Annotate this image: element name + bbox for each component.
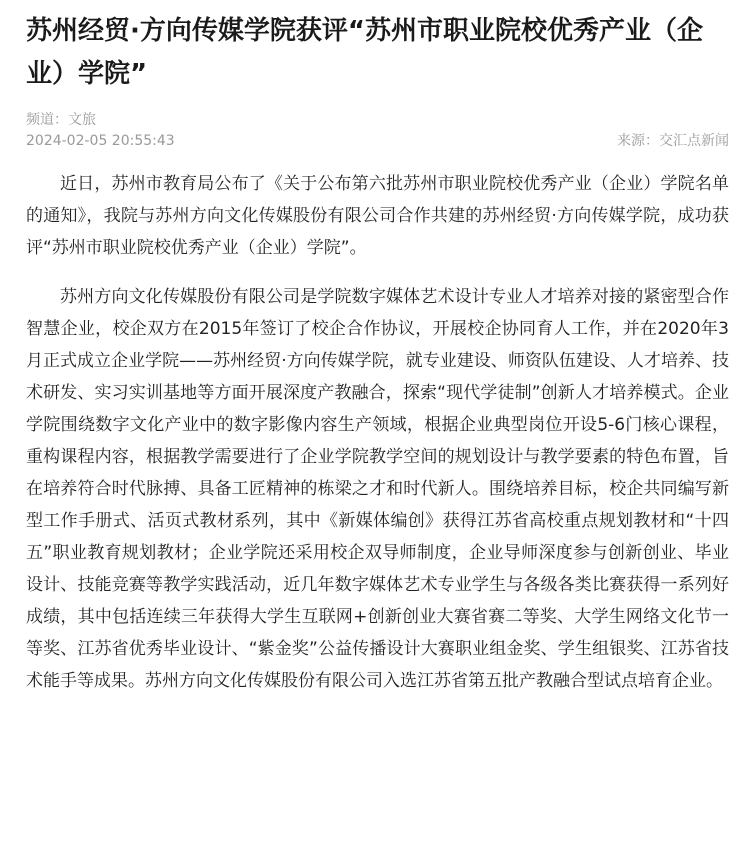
- channel-link[interactable]: 文旅: [68, 112, 96, 128]
- channel-info: [26, 110, 729, 131]
- meta-row: [26, 131, 729, 152]
- publish-datetime: 2024-02-05 20:55:43: [26, 133, 175, 149]
- paragraph-1: 近日，苏州市教育局公布了《关于公布第六批苏州市职业院校优秀产业（企业）学院名单的通知》，我院与苏州方向文化传媒股份有限公司合作共建的苏州经贸·方向传媒学院，成功获评“苏州市职业院校优秀产业（企业）学院”。: [26, 174, 729, 258]
- source-name: 交汇点新闻: [659, 133, 729, 149]
- article-body: [26, 168, 729, 697]
- article: [0, 10, 755, 855]
- article-meta: [26, 110, 729, 152]
- source-label: 来源：: [617, 133, 659, 149]
- paragraph-2: 苏州方向文化传媒股份有限公司是学院数字媒体艺术设计专业人才培养对接的紧密型合作智慧企业，校企双方在2015年签订了校企合作协议，开展校企协同育人工作，并在2020年3月正式成立企业学院——苏州经贸·方向传媒学院，就专业建设、师资队伍建设、人才培养、技术研发、实习实训基地等方面开展深度产教融合，探索“现代学徒制”创新人才培养模式。企业学院围绕数字文化产业中的数字影像内容生产领域，根据企业典型岗位开设5-6门核心课程，重构课程内容，根据教学需要进行了企业学院教学空间的规划设计与教学要素的特色布置，旨在培养符合时代脉搏、具备工匠精神的栋梁之才和时代新人。围绕培养目标，校企共同编写新型工作手册式、活页式教材系列，其中《新媒体编创》获得江苏省高校重点规划教材和“十四五”职业教育规划教材；企业学院还采用校企双导师制度，企业导师深度参与创新创业、毕业设计、技能竞赛等教学实践活动，近几年数字媒体艺术专业学生与各级各类比赛获得一系列好成绩，其中包括连续三年获得大学生互联网+创新创业大赛省赛二等奖、大学生网络文化节一等奖、江苏省优秀毕业设计、“紫金奖”公益传播设计大赛职业组金奖、学生组银奖、江苏省技术能手等成果。苏州方向文化传媒股份有限公司入选江苏省第五批产教融合型试点培育企业。: [26, 287, 729, 691]
- source-info: [617, 131, 729, 152]
- channel-label: 频道：: [26, 112, 68, 128]
- article-title: 苏州经贸·方向传媒学院获评“苏州市职业院校优秀产业（企业）学院”: [26, 16, 703, 89]
